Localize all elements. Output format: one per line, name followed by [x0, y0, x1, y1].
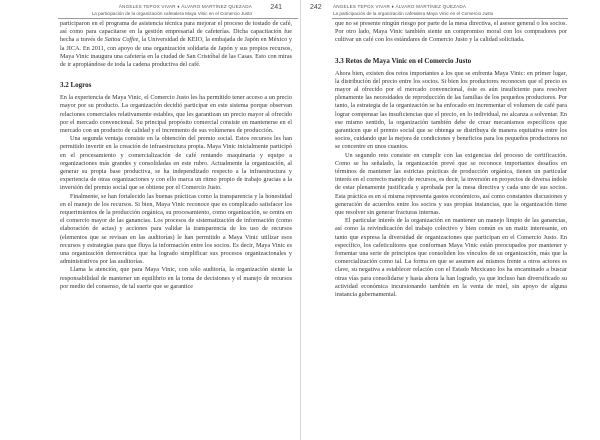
paragraph: Una segunda ventaja consiste en la obtención del premio social. Estos recursos les han permitido invertir en la creación de infraestructura propia. Maya Vinic inicialmente participó en el procesamiento y comercialización de café rentando maquinaria y equipo a organizaciones más grandes y consolidadas en este rubro. Actualmente la organización, al generar su propia base productiva, se ha independizado respecto a la infraestructura y experiencia de otras organizaciones y con ello marca un ritmo propio de trabajo gracias a la inversión del premio social que se obtiene por el Comercio Justo.	[60, 135, 292, 192]
paragraph: En la experiencia de Maya Vinic, el Comercio Justo les ha permitido tener acceso a un precio mayor por su producto. La organización decidió participar en este sistema porque observan relaciones comerciales relativamente estables, que les garantizan un precio mayor al ofrecido por el mercado convencional. Su principal propósito comercial consiste en mantenerse en el mercado con un producto de calidad y el incremento de sus volúmenes de producción.	[60, 94, 292, 135]
paragraph: Finalmente, se han fortalecido las buenas prácticas como la transparencia y la honestidad en el manejo de los recursos. Si bien, Maya Vinic reconoce que es complicado satisfacer los requerimientos de la producción orgánica, su procesamiento, como organización, se centra en el comercio mayor de las ganancias. Los procesos de sistematización de información (como elaboración de actas) y acciones para validar la transparencia de los uso de recursos (elementos que se revisan en las auditorías) le han permitido a Maya Vinic utilizar esos recursos y estrategias para que fluya la información entre los socios. Es decir, Maya Vinic es una organización democrática que ha logrado simplificar sus procesos organizacionales y administrativos por las auditorías.	[60, 192, 292, 266]
paragraph: Un segundo reto consiste en cumplir con las exigencias del proceso de certificación. Como se ha señalado, la organización prevé que se reconoce importantes desafíos en términos de mantener las estrictas prácticas de producción orgánica, tienen un particular interés en el correcto manejo de recursos, es decir, la inversión en proyectos de diversa índole de estar plenamente justificada y aprobada por la mesa directiva y cada uno de sus socios. Esta práctica es en sí misma representa gastos económicos, así como constantes discusiones y generación de acuerdos entre los socios y sus propias instancias, que la organización tiene que resolver sin generar fracturas internas.	[335, 151, 567, 217]
running-head-title: La participación de la organización cafetalera Maya Vinic en el Comercio Justo	[91, 11, 252, 16]
section-heading: 3.2 Logros	[60, 81, 92, 90]
running-head-authors: ÁNGELES TEPOX VIVAR ♦ ÁLVARO MARTÍNEZ QUEZADA	[118, 4, 252, 9]
running-head-title: La participación de la organización cafetalera Maya Vinic en el Comercio Justo	[333, 11, 494, 16]
page-gutter	[300, 0, 301, 440]
italic-term: Saitou Coffee	[104, 36, 139, 44]
paragraph: El particular interés de la organización en mantener un manejo limpio de las ganancias, así como la reivindicación del trabajo colectivo y bien común es un matiz interesante, en tanto que expresa la diversidad de organizaciones que participan en el Comercio Justo. En específico, los cafeticultores que conforman Maya Vinic están preocupados por mantener y fomentar una serie de principios que consoliden los vínculos de su organización, más que la comercialización como tal. La forma en que se asumen así mismos frente a otros actores es clave, su negativa a establecer relación con el Estado Mexicano los ha encaminado a buscar otras vías para consolidarse y hasta ahora la han logrado, ya que incluso han diversificado su actividad económica incursionando también en la venta de miel, sin apoyo de alguna instancia gubernamental.	[335, 217, 567, 299]
header-rule	[58, 18, 298, 19]
page-number: 242	[310, 4, 322, 11]
header-rule	[332, 18, 568, 19]
body-text	[335, 20, 567, 299]
body-text	[60, 20, 292, 291]
paragraph: participaron en el programa de asistencia técnica para mejorar el proceso de tostado de café, así como para capacitarse en la gestión empresarial de cafeterías. Dicha capacitación fue hecha a través de Saitou Coffee, la Universidad de KEIO, la embajada de Japón en México y la JICA. En 2011, con apoyo de una organización solidaria de Japón y sus propios recursos, Maya Vinic inaugura una cafetería en la ciudad de San Cristóbal de las Casas. Esto con miras de ir apropiándose de toda la cadena productiva del café.	[60, 20, 292, 69]
paragraph: Llama la atención, que para Maya Vinic, con sólo auditoría, la organización siente la responsabilidad de mantener un equilibrio en la toma de decisiones y el manejo de recursos por medio del consenso, de tal suerte que se garantice	[60, 266, 292, 290]
running-head-authors: ÁNGELES TEPOX VIVAR ♦ ÁLVARO MARTÍNEZ QUEZADA	[333, 4, 467, 9]
running-head	[92, 3, 252, 17]
right-page	[302, 0, 600, 440]
page-number: 241	[270, 4, 282, 11]
paragraph: que no se presente ningún riesgo por parte de la mesa directiva, el asesor general o los socios. Por otro lado, Maya Vinic también siente un compromiso moral con los compradores por cultivar un café con los estándares de Comercio Justo y la calidad solicitada.	[335, 20, 567, 44]
running-head	[333, 3, 493, 17]
section-heading: 3.3 Retos de Maya Vinic en el Comercio Justo	[335, 56, 472, 65]
paragraph: Ahora bien, existen dos retos importantes a los que se enfrenta Maya Vinic: en primer lugar, la distribución del precio entre los socios. Si bien los productores reconocen que el precio es mayor al ofrecido por el mercado convencional, éste es aún insuficiente para resolver plenamente las necesidades de reproducción de las familias de los pequeños productores. Por tanto, la estrategia de la organización se ha enfocado en incrementar el volumen de café para lograr compensar las insuficiencias que el precio, en lo individual, no alcanza a solventar. En ese mismo sentido, la organización también debe de crear mecanismos específicos que garanticen que el premio social que se obtenga se distribuya de manera equitativa entre los socios, cuidando que la mejora de condiciones y beneficios para los pequeños productores no se concentre en unos cuantos.	[335, 69, 567, 151]
